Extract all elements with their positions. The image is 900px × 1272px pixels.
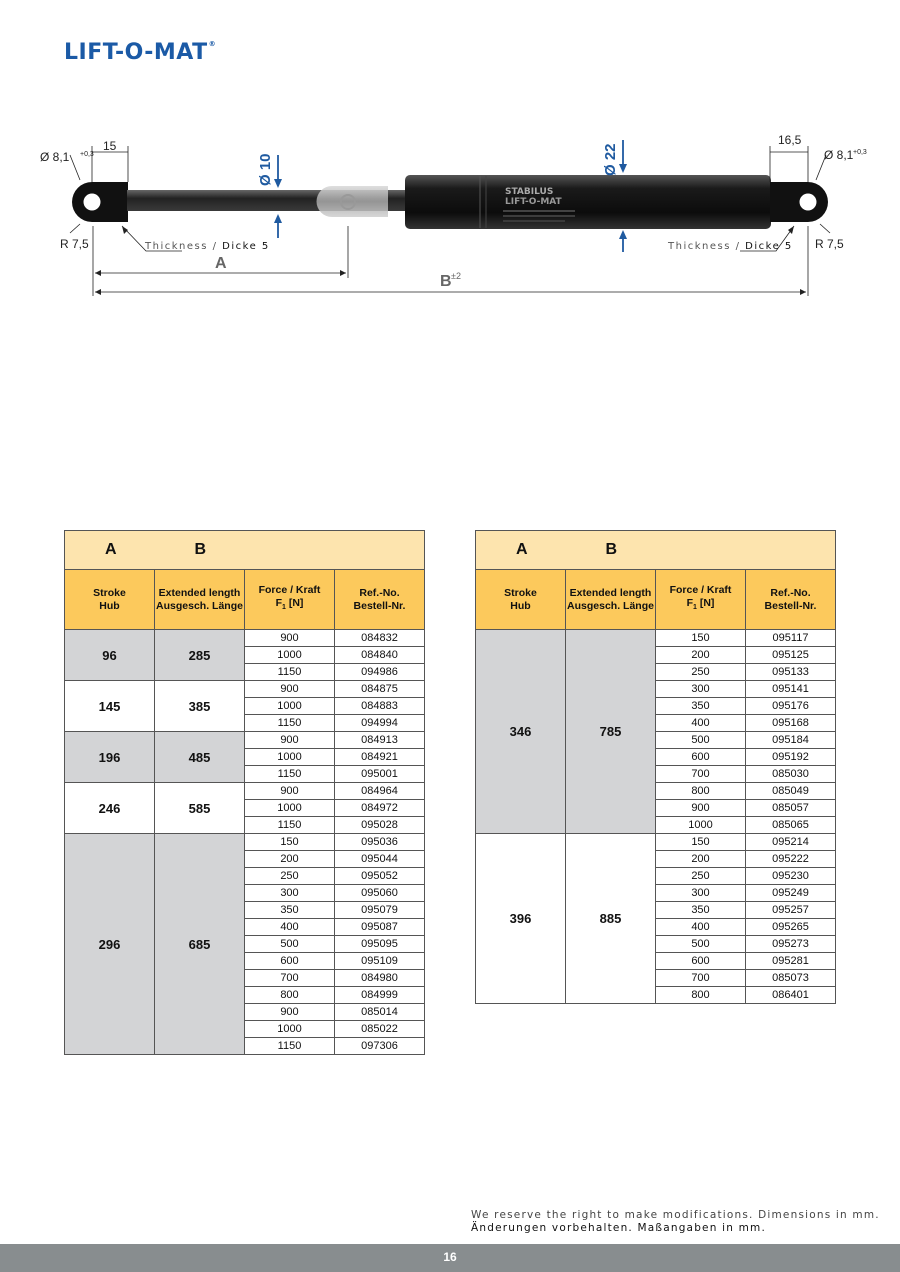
extended-length-value: 485 — [155, 732, 245, 783]
ref-no-value: 095133 — [746, 664, 836, 681]
col-b-label: B — [155, 531, 245, 570]
force-value: 900 — [245, 681, 335, 698]
force-value: 700 — [656, 970, 746, 987]
ref-no-value: 095001 — [335, 766, 425, 783]
force-value: 1000 — [245, 749, 335, 766]
spec-table-right — [475, 530, 836, 1004]
spec-table-right-body — [476, 630, 836, 1004]
ref-no-value: 095184 — [746, 732, 836, 749]
ref-no-value: 085073 — [746, 970, 836, 987]
force-value: 800 — [656, 987, 746, 1004]
rod-clip — [316, 186, 388, 217]
force-value: 350 — [656, 902, 746, 919]
left-length-label: 15 — [103, 139, 117, 153]
ref-no-value: 095109 — [335, 953, 425, 970]
force-value: 200 — [245, 851, 335, 868]
ref-no-value: 084883 — [335, 698, 425, 715]
ref-no-value: 084832 — [335, 630, 425, 647]
ref-no-value: 097306 — [335, 1038, 425, 1055]
extended-length-value: 885 — [566, 834, 656, 1004]
ref-no-value: 084999 — [335, 987, 425, 1004]
table-row — [65, 732, 425, 749]
right-bore-tolerance: +0,3 — [853, 149, 867, 156]
ref-no-value: 095052 — [335, 868, 425, 885]
force-value: 200 — [656, 851, 746, 868]
extended-length-header: Extended length Ausgesch. Länge — [155, 570, 245, 630]
gas-spring-drawing — [0, 120, 900, 310]
force-value: 350 — [245, 902, 335, 919]
ref-no-value: 095230 — [746, 868, 836, 885]
left-bore-tolerance: +0,3 — [80, 151, 94, 158]
ref-no-value: 095087 — [335, 919, 425, 936]
ref-no-value: 095176 — [746, 698, 836, 715]
ref-no-value: 085022 — [335, 1021, 425, 1038]
left-eye-fitting — [72, 182, 128, 222]
stroke-header: Stroke Hub — [476, 570, 566, 630]
ref-no-value: 084964 — [335, 783, 425, 800]
ref-no-header: Ref.-No. Bestell-Nr. — [335, 570, 425, 630]
force-value: 250 — [245, 868, 335, 885]
right-eye-fitting — [770, 182, 828, 222]
ref-no-value: 084875 — [335, 681, 425, 698]
stroke-value: 246 — [65, 783, 155, 834]
dimension-a-label: A — [215, 255, 227, 272]
stroke-value: 145 — [65, 681, 155, 732]
force-value: 150 — [656, 834, 746, 851]
ref-no-value: 085014 — [335, 1004, 425, 1021]
force-value: 300 — [245, 885, 335, 902]
ref-no-value: 084913 — [335, 732, 425, 749]
table-row — [476, 630, 836, 647]
force-value: 700 — [245, 970, 335, 987]
ref-no-header: Ref.-No. Bestell-Nr. — [746, 570, 836, 630]
ref-no-value: 084921 — [335, 749, 425, 766]
force-value: 900 — [245, 783, 335, 800]
ref-no-value: 095192 — [746, 749, 836, 766]
ref-no-value: 085030 — [746, 766, 836, 783]
force-value: 700 — [656, 766, 746, 783]
force-value: 400 — [656, 715, 746, 732]
extended-length-value: 585 — [155, 783, 245, 834]
ref-no-value: 084840 — [335, 647, 425, 664]
force-value: 1000 — [656, 817, 746, 834]
rod-diameter-label: Ø 10 — [257, 153, 274, 186]
ref-no-value: 095281 — [746, 953, 836, 970]
force-value: 600 — [656, 749, 746, 766]
footer-note-de: Änderungen vorbehalten. Maßangaben in mm. — [471, 1222, 767, 1234]
ref-no-value: 095125 — [746, 647, 836, 664]
tube-print-brand: STABILUS — [505, 187, 554, 197]
ref-no-value: 095273 — [746, 936, 836, 953]
col-a-label: A — [65, 531, 155, 570]
extended-length-value: 285 — [155, 630, 245, 681]
force-value: 1000 — [245, 800, 335, 817]
force-value: 250 — [656, 868, 746, 885]
extended-length-value: 385 — [155, 681, 245, 732]
force-value: 600 — [245, 953, 335, 970]
ref-no-value: 095141 — [746, 681, 836, 698]
left-bore-label: Ø 8,1 — [40, 150, 70, 164]
force-value: 1150 — [245, 817, 335, 834]
force-value: 800 — [656, 783, 746, 800]
ref-no-value: 095168 — [746, 715, 836, 732]
spec-table-left-body — [65, 630, 425, 1055]
tube-print-product: LIFT-O-MAT — [505, 197, 562, 207]
ref-no-value: 095079 — [335, 902, 425, 919]
force-value: 150 — [245, 834, 335, 851]
ref-no-value: 085049 — [746, 783, 836, 800]
stroke-value: 196 — [65, 732, 155, 783]
force-value: 1000 — [245, 1021, 335, 1038]
ref-no-value: 085065 — [746, 817, 836, 834]
ref-no-value: 094986 — [335, 664, 425, 681]
force-value: 500 — [656, 936, 746, 953]
col-a-label: A — [476, 531, 566, 570]
ref-no-value: 095044 — [335, 851, 425, 868]
force-value: 500 — [656, 732, 746, 749]
force-value: 900 — [245, 1004, 335, 1021]
extended-length-header: Extended length Ausgesch. Länge — [566, 570, 656, 630]
force-value: 900 — [245, 630, 335, 647]
force-value: 150 — [656, 630, 746, 647]
ref-no-value: 095095 — [335, 936, 425, 953]
stroke-value: 296 — [65, 834, 155, 1055]
force-value: 300 — [656, 885, 746, 902]
stroke-value: 96 — [65, 630, 155, 681]
left-thickness-label: Thickness / Dicke 5 — [145, 241, 270, 252]
force-value: 1150 — [245, 1038, 335, 1055]
right-radius-label: R 7,5 — [815, 237, 844, 251]
pressure-tube — [405, 175, 771, 229]
ref-no-value: 085057 — [746, 800, 836, 817]
force-header: Force / Kraft $F_1$ [N] — [245, 570, 335, 630]
force-value: 1150 — [245, 715, 335, 732]
dimension-b-label: B — [440, 273, 452, 290]
force-value: 900 — [245, 732, 335, 749]
force-value: 1000 — [245, 647, 335, 664]
ref-no-value: 095214 — [746, 834, 836, 851]
page-number: 16 — [443, 1250, 457, 1264]
force-value: 400 — [656, 919, 746, 936]
ref-no-value: 084972 — [335, 800, 425, 817]
table-row — [65, 783, 425, 800]
left-radius-label: R 7,5 — [60, 237, 89, 251]
tube-diameter-label: Ø 22 — [602, 143, 619, 176]
ref-no-value: 095036 — [335, 834, 425, 851]
table-row — [65, 630, 425, 647]
right-thickness-label: Thickness / Dicke 5 — [668, 241, 793, 252]
stroke-header: Stroke Hub — [65, 570, 155, 630]
right-length-label: 16,5 — [778, 133, 802, 147]
force-value: 800 — [245, 987, 335, 1004]
force-value: 200 — [656, 647, 746, 664]
force-value: 350 — [656, 698, 746, 715]
force-value: 1150 — [245, 664, 335, 681]
dimension-b-tolerance: ±2 — [451, 271, 461, 281]
right-bore-label: Ø 8,1 — [824, 148, 854, 162]
footer-note-en: We reserve the right to make modifications. Dimensions in mm. — [471, 1209, 880, 1221]
col-b-label: B — [566, 531, 656, 570]
table-row — [65, 681, 425, 698]
ref-no-value: 084980 — [335, 970, 425, 987]
ref-no-value: 095117 — [746, 630, 836, 647]
force-value: 1150 — [245, 766, 335, 783]
spec-table-left — [64, 530, 425, 1055]
ref-no-value: 095028 — [335, 817, 425, 834]
ref-no-value: 095257 — [746, 902, 836, 919]
table-row — [476, 834, 836, 851]
force-value: 900 — [656, 800, 746, 817]
ref-no-value: 095265 — [746, 919, 836, 936]
force-value: 300 — [656, 681, 746, 698]
force-header: Force / Kraft $F_1$ [N] — [656, 570, 746, 630]
stroke-value: 346 — [476, 630, 566, 834]
footer-note — [471, 1209, 880, 1235]
force-value: 1000 — [245, 698, 335, 715]
brand-logo: LIFT-O-MAT® — [64, 40, 217, 65]
ref-no-value: 095060 — [335, 885, 425, 902]
ref-no-value: 095222 — [746, 851, 836, 868]
force-value: 500 — [245, 936, 335, 953]
stroke-value: 396 — [476, 834, 566, 1004]
ref-no-value: 095249 — [746, 885, 836, 902]
force-value: 600 — [656, 953, 746, 970]
force-value: 250 — [656, 664, 746, 681]
table-row — [65, 834, 425, 851]
ref-no-value: 086401 — [746, 987, 836, 1004]
force-value: 400 — [245, 919, 335, 936]
extended-length-value: 685 — [155, 834, 245, 1055]
ref-no-value: 094994 — [335, 715, 425, 732]
extended-length-value: 785 — [566, 630, 656, 834]
